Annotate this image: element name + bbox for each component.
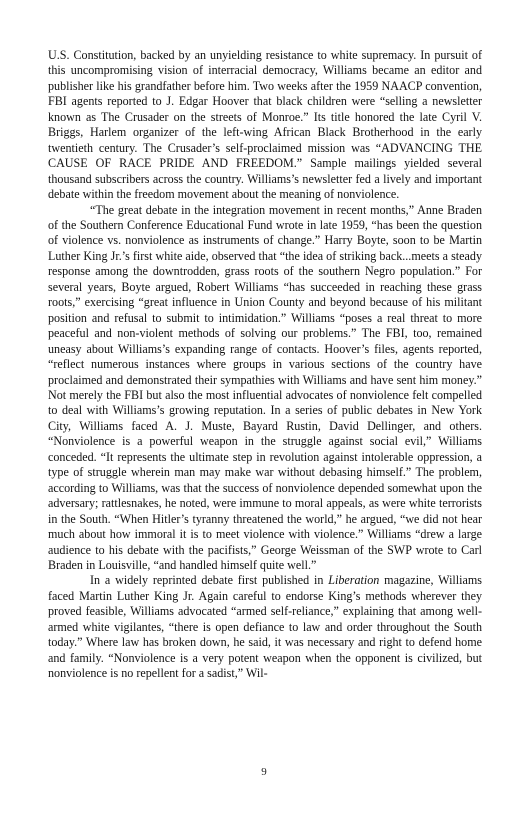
paragraph-2: “The great debate in the integration movement in recent months,” Anne Braden of the Southern Conference Educational Fund wrote in late 1959, “has been the question of violence vs. nonviolence as instruments of change.” Harry Boyte, soon to be Martin Luther King Jr.’s first white aide, observed that “the idea of striking back...meets a steady response among the downtrodden, grass roots of the southern Negro population.” For several years, Boyte argued, Robert Williams “has succeeded in reaching these grass roots,” exercising “great influence in Union County and beyond because of his militant position and refusal to submit to intimidation.” Williams “poses a real threat to more peaceful and non-violent methods of solving our problems.” The FBI, too, remained uneasy about Williams’s expanding range of contacts. Hoover’s files, agents reported, “reflect numerous instances where groups in various sections of the country have proclaimed and demonstrated their sympathies with Williams and have sent him money.” Not merely the FBI but also the most influential advocates of nonviolence felt compelled to deal with Williams’s growing reputation. In a series of public debates in New York City, Williams faced A. J. Muste, Bayard Rustin, David Dellinger, and others. “Nonviolence is a powerful weapon in the struggle against social evil,” Williams conceded. “It represents the ultimate step in revolution against intolerable oppression, a type of struggle wherein man may make war without debasing himself.” The problem, according to Williams, was that the success of nonviolence depended somewhat upon the adversary; rattlesnakes, he noted, were immune to moral appeals, as were white terrorists in the South. “When Hitler’s tyranny threatened the world,” he argued, “we did not hear much about how immoral it is to meet violence with violence.” Williams “drew a large audience to his debate with the pacifists,” George Weissman of the SWP wrote to Carl Braden in Louisville, “and handled himself quite well.”	[48, 202, 482, 572]
page-number: 9	[261, 766, 267, 778]
paragraph-3	[48, 573, 482, 681]
publication-title-liberation: Liberation	[328, 573, 380, 588]
page-body	[48, 48, 482, 682]
paragraph-3-text-after-title: magazine, Williams faced Martin Luther King Jr. Again careful to endorse King’s methods wherever they proved feasible, Williams advocated “armed self-reliance,” explaining that among well-armed white vigilantes, “there is open defiance to law and order throughout the South today.” Where law has broken down, he said, it was necessary and right to defend home and family. “Nonviolence is a very potent weapon when the opponent is civilized, but nonviolence is no repellent for a sadist,” Wil-	[48, 573, 482, 681]
paragraph-3-text-before-title: In a widely reprinted debate first published in	[90, 573, 329, 588]
paragraph-1: U.S. Constitution, backed by an unyielding resistance to white supremacy. In pursuit of this uncompromising vision of interracial democracy, Williams became an editor and publisher like his grandfather before him. Two weeks after the 1959 NAACP convention, FBI agents reported to J. Edgar Hoover that black children were “selling a newsletter known as The Crusader on the streets of Monroe.” Its title honored the late Cyril V. Briggs, Harlem organizer of the left-wing African Black Brotherhood in the early twentieth century. The Crusader’s self-proclaimed mission was “ADVANCING THE CAUSE OF RACE PRIDE AND FREEDOM.” Sample mailings yielded several thousand subscribers across the country. Williams’s newsletter fed a lively and important debate within the freedom movement about the meaning of nonviolence.	[48, 48, 482, 202]
